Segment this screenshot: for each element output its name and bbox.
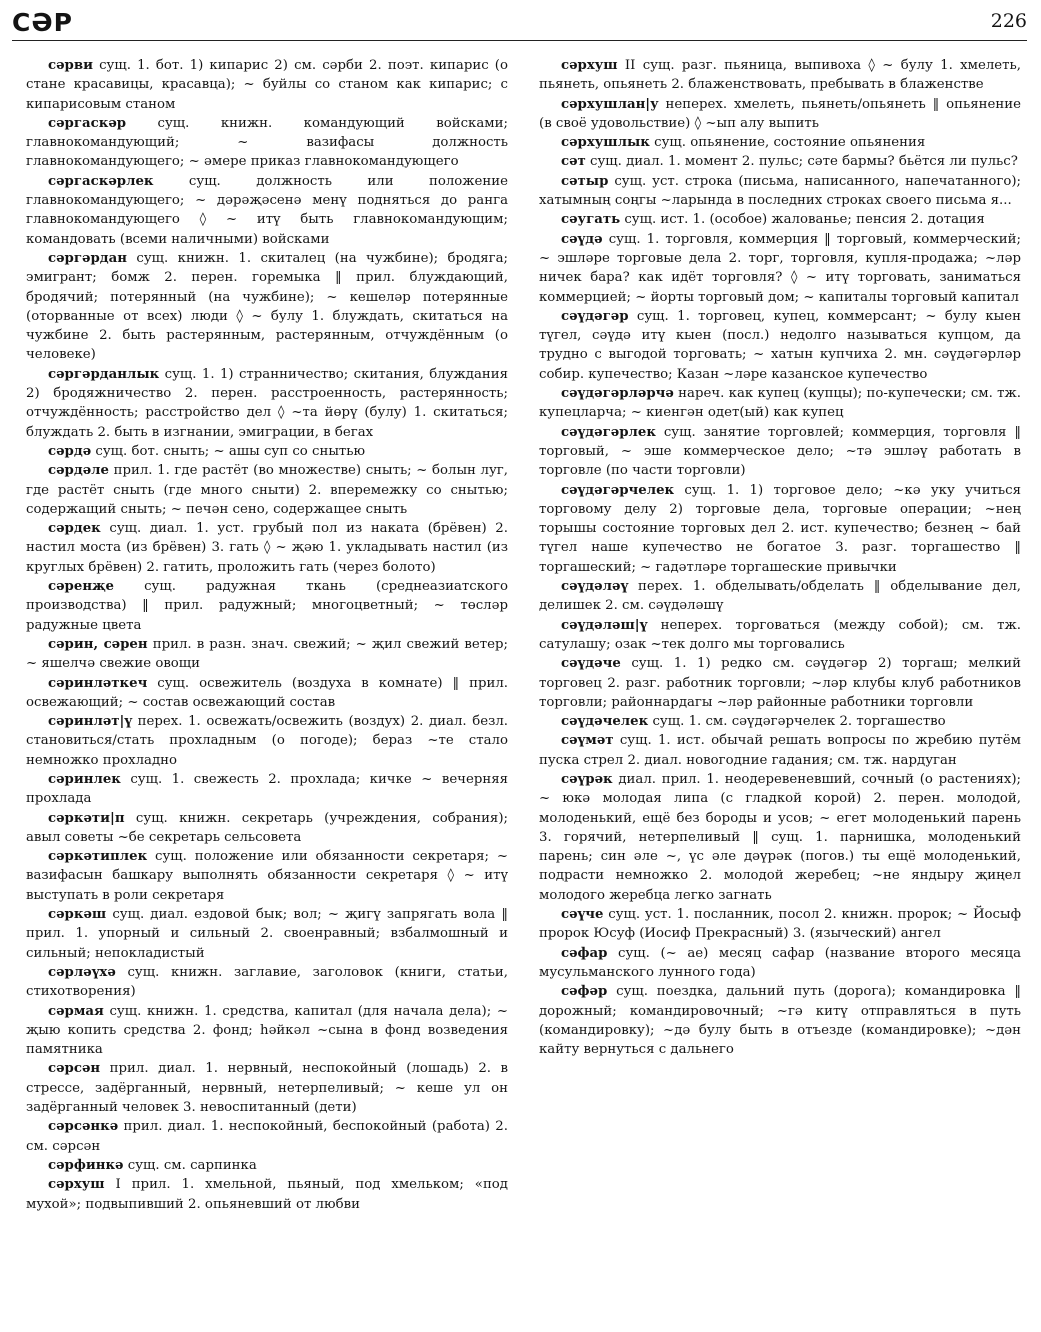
- dictionary-entry: [26, 1117, 508, 1156]
- entry-headword: сәрхуш: [48, 1177, 105, 1193]
- dictionary-entry: [26, 847, 508, 905]
- entry-headword: сәринлек: [48, 771, 121, 787]
- entry-definition: сущ. уст. 1. посланник, посол 2. книжн. пророк; ~ Йосыф пророк Юсуф (Иосиф Прекрасный) 3. (языческий) ангел: [539, 907, 1021, 942]
- entry-headword: сәрхушлан|у: [561, 96, 659, 112]
- entry-definition: сущ. 1. свежесть 2. прохлада; кичке ~ вечерняя прохлада: [26, 771, 508, 807]
- entry-headword: сәфәр: [561, 984, 608, 1000]
- dictionary-entry: [539, 731, 1021, 770]
- dictionary-entry: [26, 442, 508, 461]
- entry-definition: перех. 1. обделывать/обделать ‖ обделывание дел, делишек 2. см. сәүдәләшү: [539, 579, 1021, 614]
- entry-headword: сәргаскәр: [48, 115, 127, 131]
- entry-headword: сәренҗе: [48, 579, 114, 595]
- dictionary-entry: [539, 152, 1021, 171]
- entry-headword: сәрхушлык: [561, 135, 650, 151]
- entry-definition: сущ. освежитель (воздуха в комнате) ‖ прил. освежающий; ~ состав освежающий состав: [26, 675, 508, 710]
- entry-headword: сәргәрданлык: [48, 366, 160, 382]
- entry-headword: сәрви: [48, 58, 93, 73]
- entry-headword: сәринләт|ү: [48, 714, 133, 730]
- entry-definition: сущ. бот. сныть; ~ ашы суп со снытью: [91, 443, 366, 459]
- entry-headword: сәүдәләш|ү: [561, 617, 648, 633]
- dictionary-entry: [26, 905, 508, 963]
- entry-headword: сәринләткеч: [48, 675, 148, 691]
- dictionary-entry: [26, 461, 508, 519]
- entry-definition: II сущ. разг. пьяница, выпивоха ◊ ~ булу 1. хмелеть, пьянеть, опьянеть 2. блаженствовать, пребывать в блаженстве: [539, 58, 1021, 93]
- entry-headword: сәрдек: [48, 521, 101, 537]
- entry-definition: диал. прил. 1. неодеревеневший, сочный (о растениях); ~ юкә молодая липа (с гладкой корой) 2. перен. молодой, молоденький, ещё без бороды и усов; ~ егет молоденький парень 3. горячий, нетерпеливый ‖ сущ. 1. парнишка, молоденький парень; син әле ~, үс әле дәүрәк (погов.) ты ещё молоденький, подрасти немножко 2. молодой жеребец; ~не яндыру җиңел молодого жеребца легко загнать: [539, 771, 1021, 903]
- entry-headword: сәүдәгәрләрчә: [561, 386, 674, 402]
- entry-headword: сәрдә: [48, 443, 92, 459]
- entry-headword: сәүче: [561, 907, 604, 923]
- entry-headword: сәүдәгәр: [561, 308, 629, 324]
- right-column: [539, 56, 1021, 1059]
- dictionary-entry: [26, 635, 508, 674]
- entry-headword: сәфар: [561, 945, 608, 961]
- entry-definition: I прил. 1. хмельной, пьяный, под хмельком; «под мухой»; подвыпивший 2. опьяневший от любви: [26, 1177, 508, 1212]
- entry-definition: сущ. см. сарпинка: [123, 1157, 257, 1173]
- entry-headword: сәркәш: [48, 907, 107, 923]
- dictionary-entry: [539, 905, 1021, 944]
- dictionary-entry: [539, 172, 1021, 211]
- entry-headword: сәүдәләү: [561, 579, 629, 595]
- page-header: [12, 6, 1027, 41]
- page-number: 226: [990, 10, 1027, 32]
- dictionary-entry: [26, 809, 508, 848]
- entry-definition: сущ. ист. 1. (особое) жалованье; пенсия 2. дотация: [620, 212, 985, 228]
- entry-definition: сущ. 1. 1) редко см. сәүдәгәр 2) торгаш; мелкий торговец 2. разг. работник торговли; ~ләр клубы клуб работников торговли; районнардагы ~ләр районные работники торговли: [539, 656, 1021, 710]
- entry-definition: сущ. диал. ездовой бык; вол; ~ җигү запрягать вола ‖ прил. 1. упорный и сильный 2. своенравный; взбалмошный и сильный; непокладистый: [26, 907, 508, 961]
- entry-definition: сущ. книжн. секретарь (учреждения, собрания); авыл советы ~бе секретарь сельсовета: [26, 810, 508, 845]
- dictionary-entry: [26, 1156, 508, 1175]
- entry-definition: прил. диал. 1. нервный, неспокойный (лошадь) 2. в стрессе, задёрганный, нервный, нетерпеливый; ~ кеше ул он задёрганный человек 3. невоспитанный (дети): [26, 1061, 508, 1116]
- entry-headword: сәтыр: [561, 173, 609, 189]
- dictionary-entry: [26, 249, 508, 365]
- dictionary-entry: [539, 210, 1021, 229]
- dictionary-entry: [539, 95, 1021, 134]
- entry-definition: сущ. занятие торговлей; коммерция, торговля ‖ торговый, ~ эше коммерческое дело; ~тә эшләү работать в торговле (по части торговли): [539, 424, 1021, 479]
- entry-definition: сущ. книжн. командующий войсками; главнокомандующий; ~ вазифасы должность главнокомандующего; ~ әмере приказ главнокомандующего: [26, 115, 508, 170]
- entry-headword: сәргаскәрлек: [48, 173, 154, 189]
- dictionary-entry: [26, 114, 508, 172]
- entry-headword: сәүдәгәрлек: [561, 424, 656, 440]
- entry-definition: сущ. опьянение, состояние опьянения: [649, 135, 926, 151]
- entry-definition: сущ. книжн. 1. скиталец (на чужбине); бродяга; эмигрант; бомж 2. перен. горемыка ‖ прил. блуждающий, бродячий; потерянный (на чужбине); ~ кешеләр потерянные (оторванные от всех) люди ◊ ~ булу 1. блуждать, скитаться на чужбине 2. быть растерянным, растерянным, отчуждённым (о человеке): [26, 250, 508, 363]
- dictionary-entry: [539, 982, 1021, 1059]
- dictionary-entry: [26, 56, 508, 114]
- entry-headword: сәргәрдан: [48, 250, 127, 266]
- entry-headword: сәрфинкә: [48, 1157, 124, 1173]
- entry-headword: сәркәтиплек: [48, 849, 148, 865]
- entry-definition: нареч. как купец (купцы); по-купечески; см. тж. купецларча; ~ киенгән одет(ый) как купец: [539, 386, 1021, 421]
- entry-definition: сущ. уст. строка (письма, написанного, напечатанного); хатымның соңгы ~ларында в последних строках своего письма я...: [539, 173, 1021, 209]
- dictionary-entry: [26, 712, 508, 770]
- dictionary-entry: [26, 1175, 508, 1214]
- entry-definition: сущ. диал. 1. момент 2. пульс; сәте бармы? бьётся ли пульс?: [585, 154, 1018, 170]
- dictionary-entry: [539, 230, 1021, 307]
- entry-definition: сущ. 1. торговля, коммерция ‖ торговый, коммерческий; ~ эшләре торговые дела 2. торг, торговля, купля-продажа; ~ләр ничек бара? как идёт торговля? ◊ ~ итү торговать, заниматься коммерцией; ~ йорты торговый дом; ~ капиталы торговый капитал: [539, 231, 1021, 305]
- entry-headword: сәүмәт: [561, 733, 614, 749]
- entry-headword: сәрдәле: [48, 463, 110, 479]
- running-headword: СӘР: [12, 8, 73, 37]
- entry-definition: сущ. книжн. заглавие, заголовок (книги, статьи, стихотворения): [26, 964, 508, 1000]
- entry-definition: прил. диал. 1. неспокойный, беспокойный (работа) 2. см. сәрсән: [26, 1119, 508, 1154]
- entry-definition: сущ. книжн. 1. средства, капитал (для начала дела); ~ җыю копить средства 2. фонд; һәйкәл ~сына в фонд возведения памятника: [26, 1003, 508, 1058]
- entry-headword: сәүдәгәрчелек: [561, 482, 675, 498]
- dictionary-entry: [539, 654, 1021, 712]
- entry-definition: сущ. диал. 1. уст. грубый пол из наката (брёвен) 2. настил моста (из брёвен) 3. гать ◊ ~ җәю 1. укладывать настил (из круглых брёвен) 2. гатить, проложить гать (через болото): [26, 521, 508, 575]
- dictionary-entry: [539, 133, 1021, 152]
- dictionary-entry: [26, 172, 508, 249]
- dictionary-entry: [539, 577, 1021, 616]
- entry-headword: сәрсән: [48, 1061, 101, 1077]
- dictionary-entry: [539, 616, 1021, 655]
- dictionary-entry: [26, 963, 508, 1002]
- entry-definition: сущ. 1. ист. обычай решать вопросы по жребию путём пуска стрел 2. диал. новогодние гадания; см. тж. нардуган: [539, 733, 1021, 768]
- dictionary-entry: [539, 307, 1021, 384]
- dictionary-entry: [26, 577, 508, 635]
- entry-headword: сәугать: [561, 212, 621, 228]
- dictionary-entry: [539, 712, 1021, 731]
- dictionary-entry: [26, 519, 508, 577]
- entry-headword: сәт: [561, 154, 586, 170]
- entry-headword: сәрмая: [48, 1003, 104, 1019]
- entry-definition: сущ. поездка, дальний путь (дорога); командировка ‖ дорожный; командировочный; ~гә китү отправляться в путь (командировку); ~дә булу быть в отъезде (командировке); ~дән кайту вернуться с дальнего: [539, 984, 1021, 1058]
- entry-headword: сәрсәнкә: [48, 1119, 119, 1135]
- entry-definition: сущ. радужная ткань (среднеазиатского производства) ‖ прил. радужный; многоцветный; ~ төсләр радужные цвета: [26, 579, 508, 633]
- entry-definition: перех. 1. освежать/освежить (воздух) 2. диал. безл. становиться/стать прохладным (о погоде); бераз ~те стало немножко прохладно: [26, 714, 508, 768]
- entry-headword: сәүдәче: [561, 656, 621, 672]
- entry-definition: сущ. 1. 1) торговое дело; ~кә уку учиться торговому делу 2) торговые дела, торговые операции; ~нең торышы состояние торговых дел 2. ист. купечество; безнең ~ бай түгел наше купечество не богатое 3. разг. торгашество ‖ торгашеский; ~ гадәтләре торгашеские привычки: [539, 482, 1021, 575]
- dictionary-entry: [539, 481, 1021, 577]
- dictionary-entry: [539, 944, 1021, 983]
- entry-definition: неперех. хмелеть, пьянеть/опьянеть ‖ опьянение (в своё удовольствие) ◊ ~ып алу выпить: [539, 96, 1021, 131]
- dictionary-entry: [26, 365, 508, 442]
- entry-definition: прил. в разн. знач. свежий; ~ җил свежий ветер; ~ яшелчә свежие овощи: [26, 636, 508, 672]
- dictionary-entry: [539, 423, 1021, 481]
- entry-definition: неперех. торговаться (между собой); см. тж. сатулашу; озак ~тек долго мы торговались: [539, 617, 1021, 652]
- dictionary-entry: [26, 674, 508, 713]
- entry-definition: сущ. 1. 1) странничество; скитания, блуждания 2) бродяжничество 2. перен. расстроенность, растерянность; отчуждённость; расстройство дел ◊ ~та йөрү (булу) 1. скитаться; блуждать 2. быть в изгнании, эмиграции, в бегах: [26, 366, 508, 440]
- left-column: [26, 56, 508, 1214]
- entry-definition: прил. 1. где растёт (во множестве) сныть; ~ болын луг, где растёт сныть (где много сныти) 2. вперемежку со снытью; содержащий сныть; ~ печән сено, содержащее сныть: [26, 463, 508, 517]
- dictionary-entry: [539, 56, 1021, 95]
- entry-definition: сущ. 1. торговец, купец, коммерсант; ~ булу кыен түгел, сәүдә итү кыен (посл.) недолго называться купцом, да трудно с выгодой торговать; ~ хатын купчиха 2. мн. сәүдәгәрләр собир. купечество; Казан ~ләре казанское купечество: [539, 308, 1021, 382]
- entry-headword: сәүдәчелек: [561, 714, 649, 730]
- dictionary-entry: [26, 770, 508, 809]
- entry-definition: сущ. (~ ае) месяц сафар (название второго месяца мусульманского лунного года): [539, 945, 1021, 980]
- dictionary-entry: [26, 1059, 508, 1117]
- entry-headword: сәүдә: [561, 231, 603, 247]
- dictionary-entry: [539, 384, 1021, 423]
- entry-headword: сәрин, сәрен: [48, 636, 148, 652]
- entry-headword: сәүрәк: [561, 771, 613, 787]
- entry-headword: сәрхуш: [561, 58, 618, 73]
- entry-headword: сәрләүхә: [48, 964, 116, 980]
- dictionary-entry: [26, 1002, 508, 1060]
- entry-definition: сущ. должность или положение главнокомандующего; ~ дәрәҗәсенә менү подняться до ранга главнокомандующего ◊ ~ итү быть главнокомандующим; командовать (всеми наличными) войсками: [26, 173, 508, 247]
- entry-definition: сущ. 1. см. сәүдәгәрчелек 2. торгашество: [648, 714, 946, 730]
- entry-definition: сущ. 1. бот. 1) кипарис 2) см. сәрби 2. поэт. кипарис (о стане красавицы, красавца); ~ буйлы со станом как кипарис; с кипарисовым станом: [26, 58, 508, 112]
- entry-headword: сәркәти|п: [48, 810, 125, 826]
- entry-definition: сущ. положение или обязанности секретаря; ~ вазифасын башкару выполнять обязанности секретаря ◊ ~ итү выступать в роли секретаря: [26, 849, 508, 903]
- dictionary-entry: [539, 770, 1021, 905]
